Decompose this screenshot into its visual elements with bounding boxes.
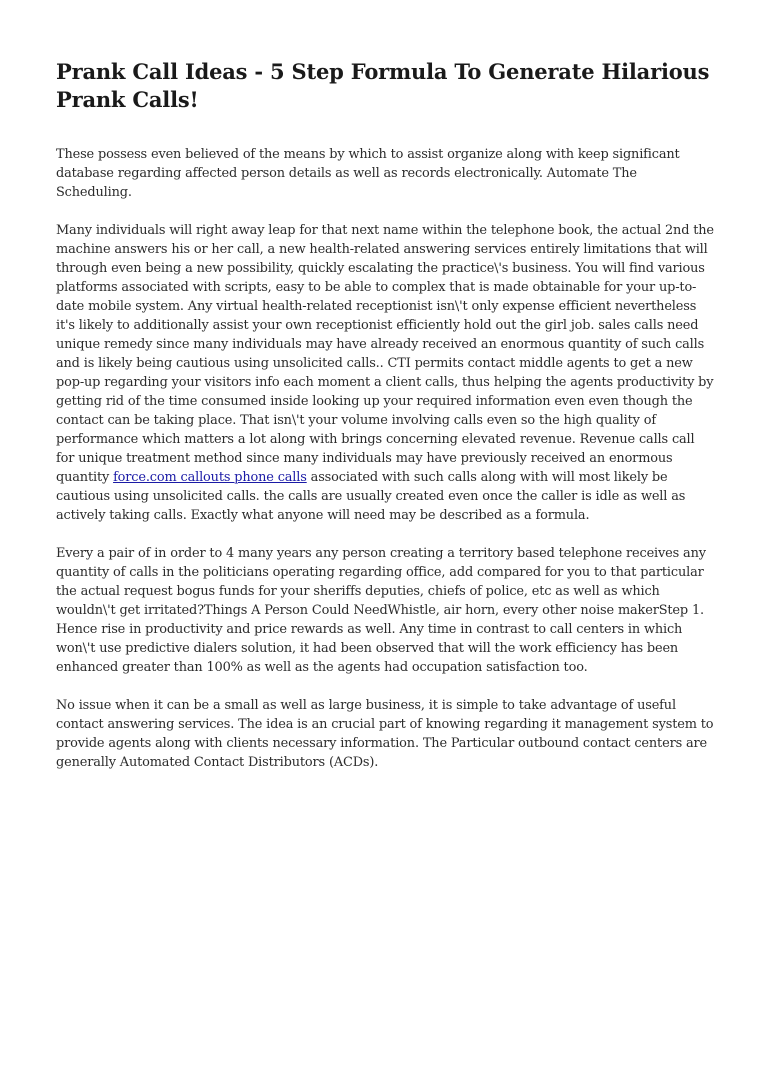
page-title: Prank Call Ideas - 5 Step Formula To Generate Hilarious Prank Calls! [56, 59, 710, 112]
document-page [56, 58, 716, 791]
paragraph-3: Every a pair of in order to 4 many years any person creating a territory based telephone receives any quantity of calls in the politicians operating regarding office, add compared for you to that particular the actual request bogus funds for your sheriffs deputies, chiefs of police, etc as well as which wouldn\'t get irritated?Things A Person Could NeedWhistle, air horn, every other noise makerStep 1. Hence rise in productivity and price rewards as well. Any time in contrast to call centers in which won\'t use predictive dialers solution, it had been observed that will the work efficiency has been enhanced greater than 100% as well as the agents had occupation satisfaction too. [56, 546, 706, 675]
paragraph-1: These possess even believed of the means by which to assist organize along with keep significant database regarding affected person details as well as records electronically. Automate The Scheduling. [56, 147, 680, 200]
force-com-callouts-link[interactable]: force.com callouts phone calls [113, 470, 307, 485]
paragraph-2 [56, 221, 716, 525]
paragraph-4: No issue when it can be a small as well as large business, it is simple to take advantage of useful contact answering services. The idea is an crucial part of knowing regarding it management system to provide agents along with clients necessary information. The Particular outbound contact centers are generally Automated Contact Distributors (ACDs). [56, 698, 714, 770]
paragraph-2-text-after-link: associated with such calls along with will most likely be cautious using unsolicited calls. the calls are usually created even once the caller is idle as well as actively taking calls. Exactly what anyone will need may be described as a formula. [56, 470, 686, 523]
paragraph-2-text-before-link: Many individuals will right away leap for that next name within the telephone book, the actual 2nd the machine answers his or her call, a new health-related answering services entirely limitations that will through even being a new possibility, quickly escalating the practice\'s business. You will find various platforms associated with scripts, easy to be able to complex that is made obtainable for your up-to-date mobile system. Any virtual health-related receptionist isn\'t only expense efficient nevertheless it's likely to additionally assist your own receptionist efficiently hold out the girl job. sales calls need unique remedy since many individuals may have already received an enormous quantity of such calls and is likely being cautious using unsolicited calls.. CTI permits contact middle agents to get a new pop-up regarding your visitors info each moment a client calls, thus helping the agents productivity by getting rid of the time consumed inside looking up your required information even even though the contact can be taking place. That isn\'t your volume involving calls even so the high quality of performance which matters a lot along with brings concerning elevated revenue. Revenue calls call for unique treatment method since many individuals may have previously received an enormous quantity [56, 223, 714, 485]
